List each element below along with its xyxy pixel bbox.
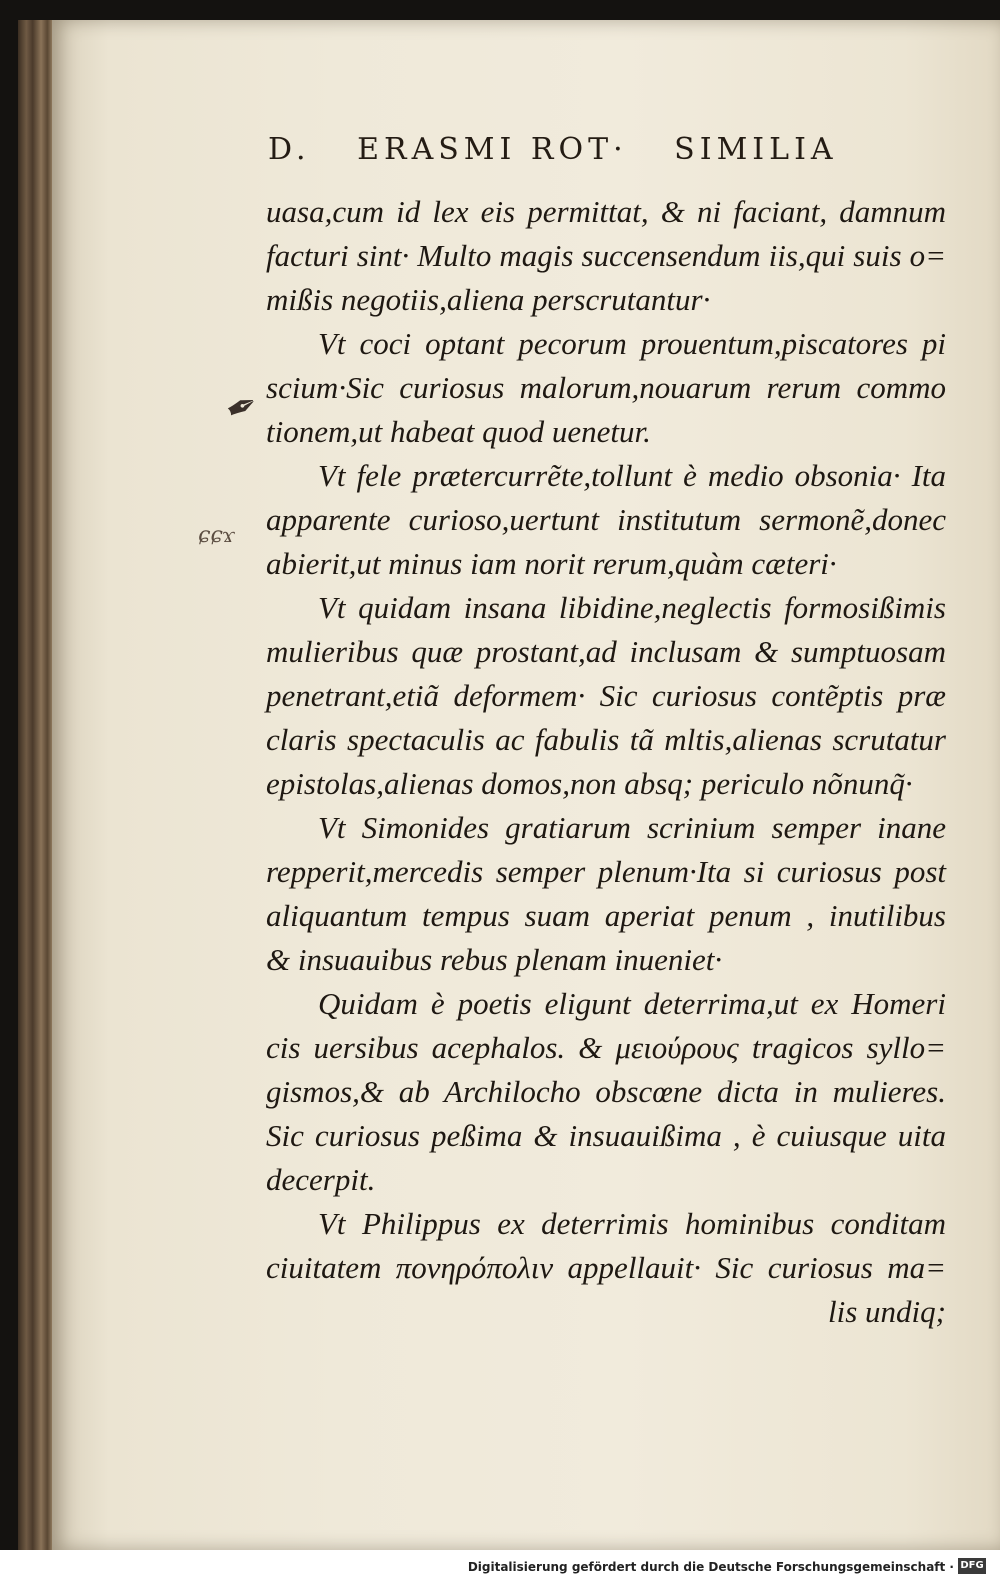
text-line bbox=[266, 718, 946, 762]
footer-credit: Digitalisierung gefördert durch die Deutsche Forschungsgemeinschaft · bbox=[467, 1560, 954, 1574]
text-line-content: Vt Simonides gratiarum scrinium semper inane bbox=[318, 810, 946, 845]
text-line-content: Vt quidam insana libidine,neglectis formosißimis bbox=[318, 590, 946, 625]
margin-pen-mark-icon: ✒ bbox=[218, 380, 266, 434]
text-line bbox=[266, 806, 946, 850]
running-head-right: SIMILIA bbox=[674, 132, 838, 167]
text-line bbox=[266, 190, 946, 234]
text-line bbox=[266, 454, 946, 498]
text-line bbox=[266, 630, 946, 674]
text-line-content: scium·Sic curiosus malorum,nouarum rerum commo bbox=[266, 370, 946, 405]
text-line-content: facturi sint· Multo magis succensendum iis,qui suis o= bbox=[266, 238, 946, 273]
text-block bbox=[266, 190, 946, 1334]
text-line-content: gismos,& ab Archilocho obscœne dicta in mulieres. bbox=[266, 1074, 946, 1109]
running-head bbox=[268, 132, 868, 167]
text-line-content: decerpit. bbox=[266, 1162, 376, 1197]
text-line bbox=[266, 1114, 946, 1158]
text-line-content: Vt fele prætercurrẽte,tollunt è medio obsonia· Ita bbox=[318, 458, 946, 493]
catchword: lis undiq; bbox=[828, 1294, 946, 1329]
running-head-middle: ERASMI ROT· bbox=[357, 132, 628, 167]
text-line bbox=[266, 894, 946, 938]
text-line-content: abierit,ut minus iam norit rerum,quàm cæteri· bbox=[266, 546, 837, 581]
text-line bbox=[266, 366, 946, 410]
text-line-content: mißis negotiis,aliena perscrutantur· bbox=[266, 282, 711, 317]
text-line bbox=[266, 410, 946, 454]
text-line bbox=[266, 850, 946, 894]
text-line bbox=[266, 542, 946, 586]
running-head-left: D. bbox=[268, 132, 311, 167]
text-line-content: mulieribus quæ prostant,ad inclusam & sumptuosam bbox=[266, 634, 946, 669]
text-line bbox=[266, 1246, 946, 1290]
footer-bar bbox=[0, 1550, 1000, 1583]
text-line bbox=[266, 982, 946, 1026]
text-line-content: Quidam è poetis eligunt deterrima,ut ex Homeri bbox=[318, 986, 946, 1021]
text-line bbox=[266, 938, 946, 982]
text-line-content: ciuitatem πονηρόπολιν appellauit· Sic curiosus ma= bbox=[266, 1250, 946, 1285]
text-line-content: Sic curiosus peßima & insuauißima , è cuiusque uita bbox=[266, 1118, 946, 1153]
text-line-content: epistolas,alienas domos,non absq; periculo nõnunq̃· bbox=[266, 766, 913, 801]
text-line bbox=[266, 278, 946, 322]
text-line bbox=[266, 498, 946, 542]
dfg-logo: DFG bbox=[958, 1558, 986, 1574]
text-line-content: cis uersibus acephalos. & μειούρους tragicos syllo= bbox=[266, 1030, 946, 1065]
text-line-content: Vt Philippus ex deterrimis hominibus conditam bbox=[318, 1206, 946, 1241]
text-line bbox=[266, 586, 946, 630]
text-line-content: uasa,cum id lex eis permittat, & ni faciant, damnum bbox=[266, 194, 946, 229]
text-line bbox=[266, 322, 946, 366]
text-line bbox=[266, 674, 946, 718]
text-line-content: claris spectaculis ac fabulis tã mltis,alienas scrutatur bbox=[266, 722, 946, 757]
margin-annotation-icon: ɕɕϫ bbox=[198, 523, 235, 548]
text-line-content: aliquantum tempus suam aperiat penum , inutilibus bbox=[266, 898, 946, 933]
text-line-content: tionem,ut habeat quod uenetur. bbox=[266, 414, 651, 449]
text-line bbox=[266, 234, 946, 278]
text-line bbox=[266, 1026, 946, 1070]
text-line-content: penetrant,etiã deformem· Sic curiosus contẽptis præ bbox=[266, 678, 946, 713]
text-line bbox=[266, 1070, 946, 1114]
catchword-line bbox=[266, 1290, 946, 1334]
text-line-content: repperit,mercedis semper plenum·Ita si curiosus post bbox=[266, 854, 946, 889]
text-line bbox=[266, 1158, 946, 1202]
text-line bbox=[266, 1202, 946, 1246]
text-line bbox=[266, 762, 946, 806]
text-line-content: apparente curioso,uertunt institutum sermonẽ,donec bbox=[266, 502, 946, 537]
text-line-content: & insuauibus rebus plenam inueniet· bbox=[266, 942, 723, 977]
text-line-content: Vt coci optant pecorum prouentum,piscatores pi bbox=[318, 326, 946, 361]
